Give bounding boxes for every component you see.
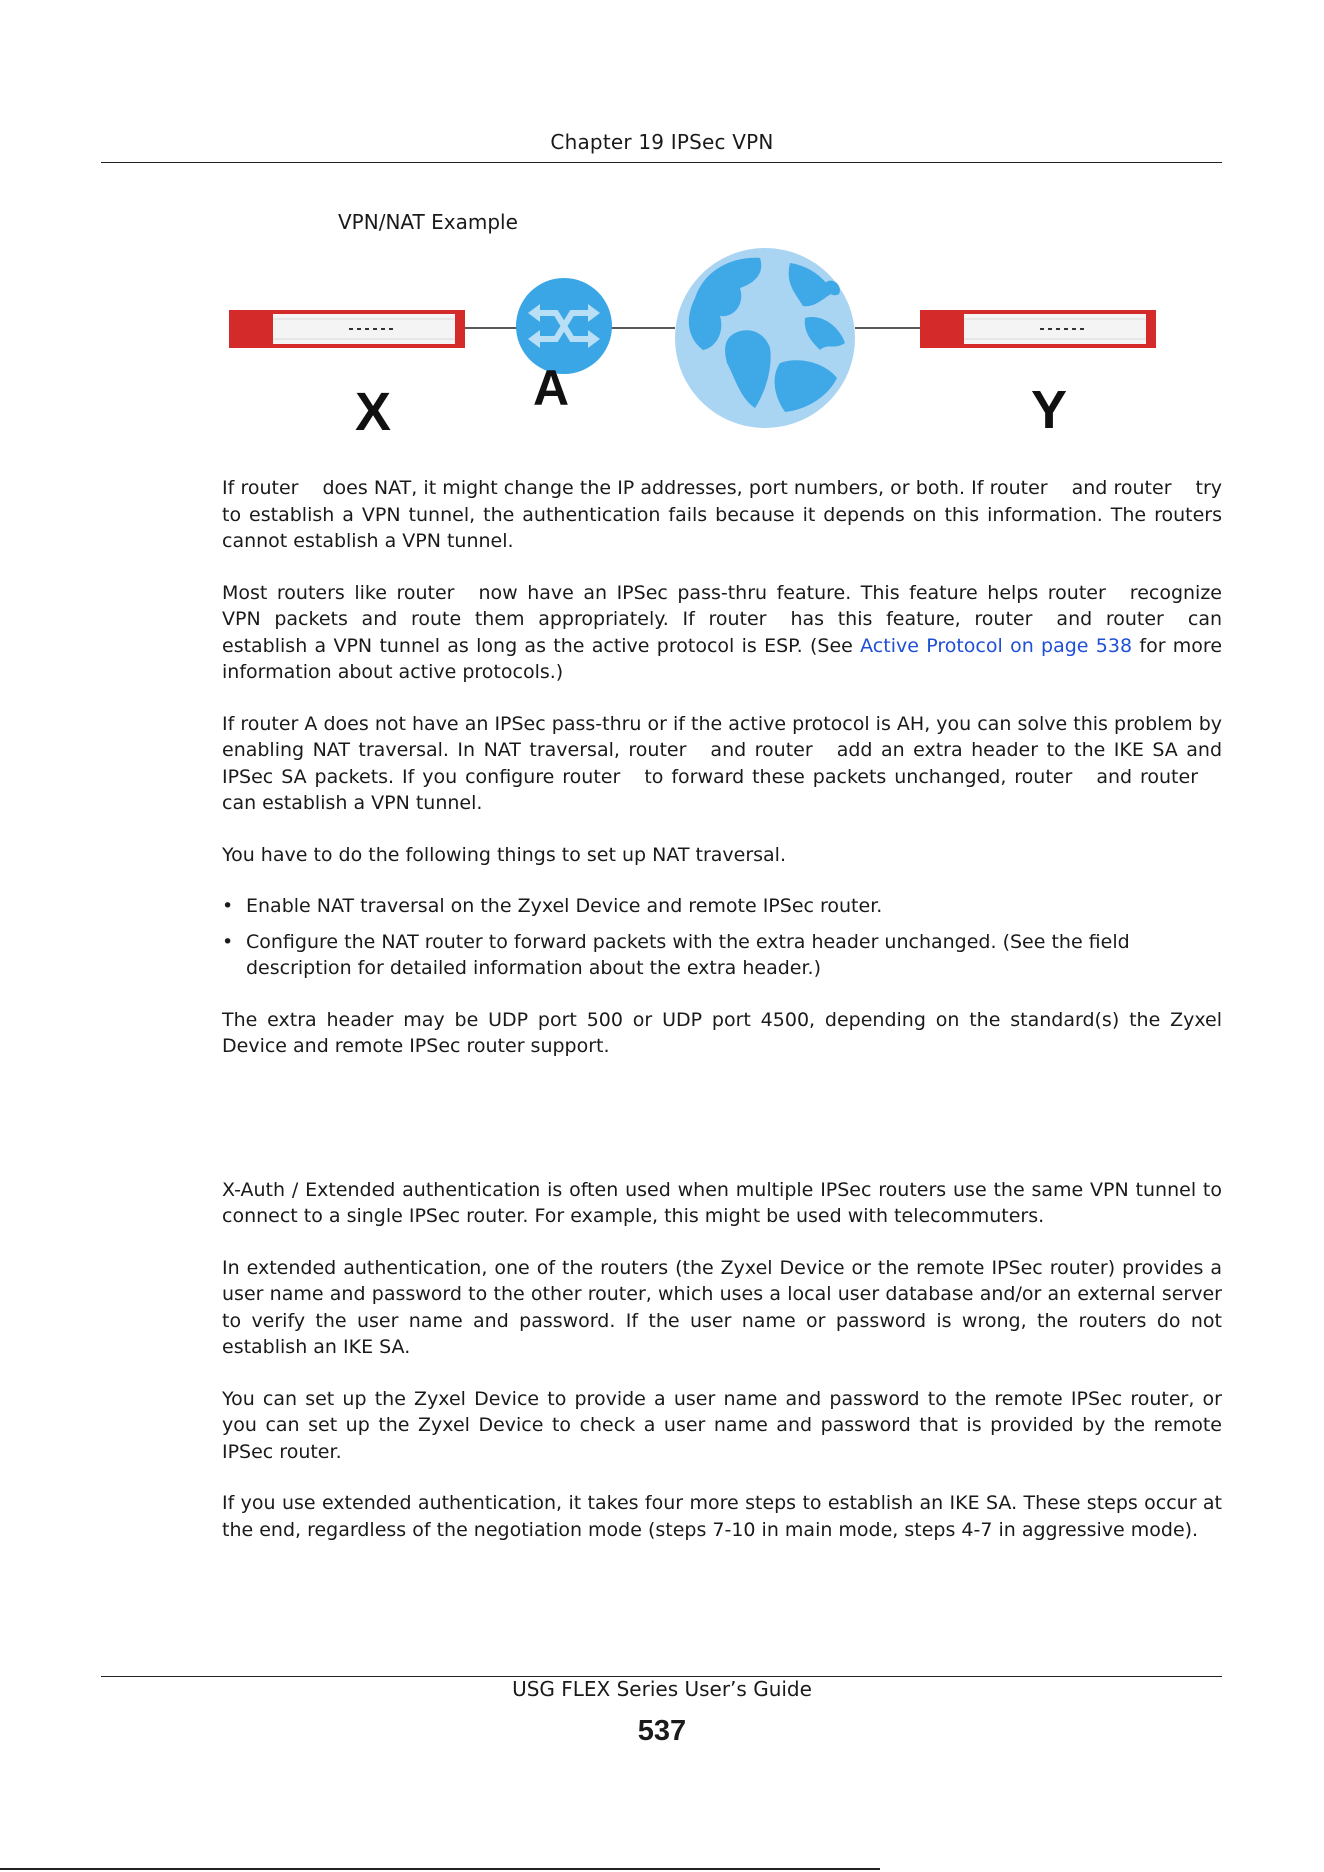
page-edge-rule (0, 1868, 880, 1870)
paragraph-nat-traversal: If router A does not have an IPSec pass-thru or if the active protocol is AH, you can solve this problem by enabling NAT traversal. In NAT traversal, router and router add an extra header to the IKE SA and IPSec SA packets. If you configure router to forward these packets unchanged, router and routercan establish a VPN tunnel. (222, 712, 1223, 814)
paragraph-nat-issue: If router does NAT, it might change the IP addresses, port numbers, or both. If router and router try to establish a VPN tunnel, the authentication fails because it depends on this information. The routers cannot establish a VPN tunnel. (222, 477, 1223, 552)
firewall-router-icon (920, 310, 1156, 348)
figure-caption: VPN/NAT Example (338, 210, 518, 234)
label-y: Y (1031, 380, 1068, 440)
vpn-nat-diagram (200, 230, 1160, 460)
paragraph-extended-auth: In extended authentication, one of the routers (the Zyxel Device or the remote IPSec router) provides a user name and password to the other router, which uses a local user database and/or an external server to verify the user name and password. If the user name or password is wrong, the routers do not establish an IKE SA. (222, 1256, 1222, 1358)
chapter-title: Chapter 19 IPSec VPN (550, 130, 774, 154)
paragraph-extra-header: The extra header may be UDP port 500 or UDP port 4500, depending on the standard(s) the Zyxel Device and remote IPSec router support. (222, 1008, 1222, 1057)
paragraph-extra-steps: If you use extended authentication, it takes four more steps to establish an IKE SA. These steps occur at the end, regardless of the negotiation mode (steps 7-10 in main mode, steps 4-7 in aggressive mode). (222, 1492, 1222, 1541)
active-protocol-link[interactable]: Active Protocol on page 538 (860, 634, 1133, 657)
steps-list (222, 893, 1222, 982)
list-item: • Configure the NAT router to forward packets with the extra header unchanged. (See the field description for detailed information about the extra header.) (222, 929, 1222, 982)
list-item: • Enable NAT traversal on the Zyxel Device and remote IPSec router. (222, 893, 1222, 920)
label-x: X (355, 382, 392, 442)
header-rule (101, 162, 1222, 163)
firewall-router-icon (229, 310, 465, 348)
paragraph-xauth: X-Auth / Extended authentication is often used when multiple IPSec routers use the same VPN tunnel to connect to a single IPSec router. For example, this might be used with telecommuters. (222, 1178, 1222, 1227)
section-gap (222, 1085, 1222, 1177)
body-text (222, 475, 1222, 1568)
page-number: 537 (637, 1715, 687, 1747)
paragraph-setup-options: You can set up the Zyxel Device to provide a user name and password to the remote IPSec router, or you can set up the Zyxel Device to check a user name and password that is provided by the remote IPSec router. (222, 1387, 1222, 1463)
paragraph-pass-thru: Most routers like router now have an IPSec pass-thru feature. This feature helps router recognize VPN packets and route them appropriately. If router has this feature, router and router can establish a VPN tunnel as long as the active protocol is ESP. (See Active Protocol on page 538 for more information about active protocols.) (222, 581, 1223, 683)
paragraph-steps-intro: You have to do the following things to set up NAT traversal. (222, 843, 786, 866)
internet-globe-icon (675, 248, 855, 428)
guide-title: USG FLEX Series User’s Guide (512, 1677, 812, 1701)
label-a: A (533, 360, 570, 416)
